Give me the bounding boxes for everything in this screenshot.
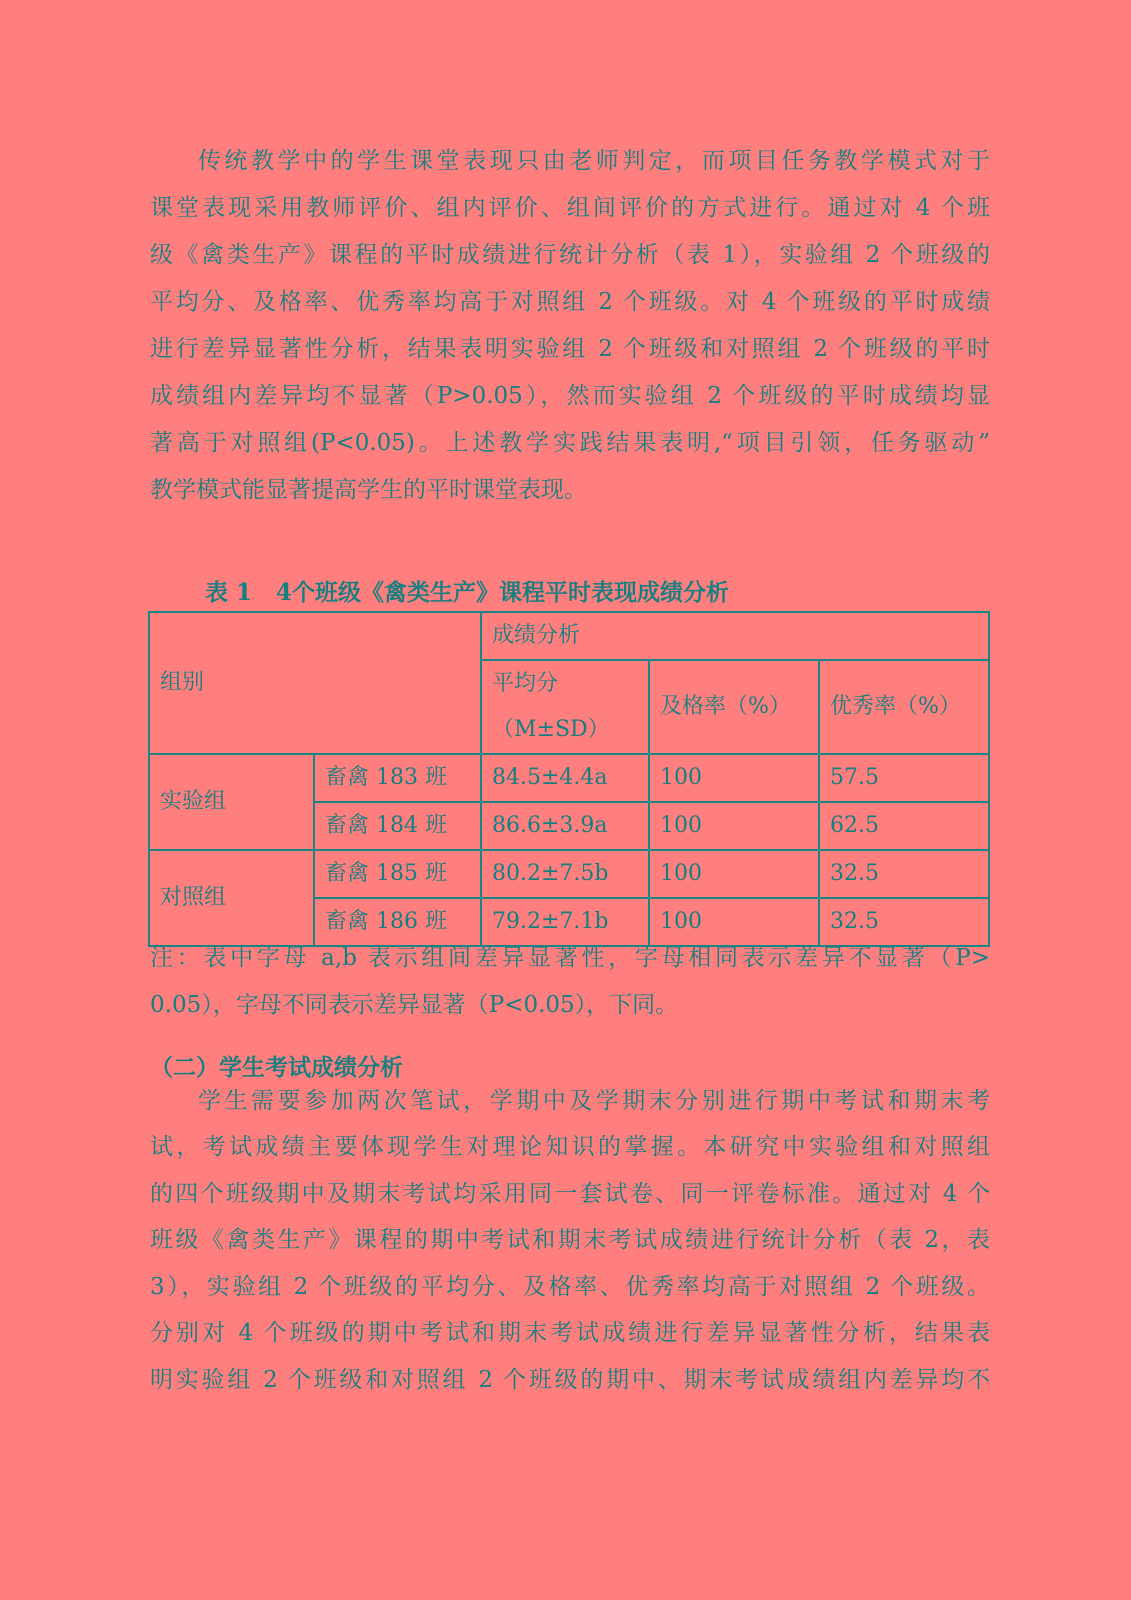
text-line: 试，考试成绩主要体现学生对理论知识的掌握。本研究中实验组和对照组 [150,1134,990,1160]
text-line: 3），实验组 2 个班级的平均分、及格率、优秀率均高于对照组 2 个班级。 [150,1274,990,1300]
score-table [148,611,990,947]
excellent-header: 优秀率（%） [819,660,989,754]
class-cell: 畜禽 186 班 [314,898,481,946]
excellent-cell: 62.5 [819,802,989,850]
text-line: 学生需要参加两次笔试，学期中及学期末分别进行期中考试和期末考 [198,1088,990,1114]
note-line: 0.05），字母不同表示差异显著（P<0.05），下同。 [150,992,679,1018]
class-cell: 畜禽 185 班 [314,850,481,898]
section-heading: （二）学生考试成绩分析 [150,1054,403,1081]
group-header: 组别 [149,612,481,754]
table-row [149,754,989,802]
text-line: 的四个班级期中及期末考试均采用同一套试卷、同一评卷标准。通过对 4 个 [150,1181,990,1207]
text-line: 进行差异显著性分析，结果表明实验组 2 个班级和对照组 2 个班级的平时 [150,336,990,362]
excellent-cell: 32.5 [819,850,989,898]
table-header-row [149,612,989,660]
mean-header: 平均分（M±SD） [481,660,649,754]
pass-header: 及格率（%） [649,660,819,754]
text-line: 成绩组内差异均不显著（P>0.05），然而实验组 2 个班级的平时成绩均显 [150,383,990,409]
text-line: 著高于对照组(P<0.05)。上述教学实践结果表明,“项目引领，任务驱动” [150,430,990,456]
class-cell: 畜禽 183 班 [314,754,481,802]
mean-cell: 80.2±7.5b [481,850,649,898]
mean-cell: 86.6±3.9a [481,802,649,850]
table-row [149,850,989,898]
mean-cell: 79.2±7.1b [481,898,649,946]
score-header: 成绩分析 [481,612,989,660]
note-line: 注：表中字母 a,b 表示组间差异显著性，字母相同表示差异不显著（P> [150,945,990,971]
group-name: 对照组 [149,850,314,946]
group-name: 实验组 [149,754,314,850]
text-line: 教学模式能显著提高学生的平时课堂表现。 [150,477,587,503]
text-line: 明实验组 2 个班级和对照组 2 个班级的期中、期末考试成绩组内差异均不 [150,1367,990,1393]
text-line: 班级《禽类生产》课程的期中考试和期末考试成绩进行统计分析（表 2，表 [150,1227,990,1253]
mean-cell: 84.5±4.4a [481,754,649,802]
text-line: 传统教学中的学生课堂表现只由老师判定，而项目任务教学模式对于 [198,148,990,174]
text-line: 课堂表现采用教师评价、组内评价、组间评价的方式进行。通过对 4 个班 [150,195,990,221]
pass-cell: 100 [649,898,819,946]
pass-cell: 100 [649,850,819,898]
text-line: 平均分、及格率、优秀率均高于对照组 2 个班级。对 4 个班级的平时成绩 [150,289,990,315]
pass-cell: 100 [649,754,819,802]
excellent-cell: 57.5 [819,754,989,802]
text-line: 分别对 4 个班级的期中考试和期末考试成绩进行差异显著性分析，结果表 [150,1320,990,1346]
class-cell: 畜禽 184 班 [314,802,481,850]
table-caption: 表 1 4个班级《禽类生产》课程平时表现成绩分析 [205,579,730,606]
text-line: 级《禽类生产》课程的平时成绩进行统计分析（表 1），实验组 2 个班级的 [150,242,990,268]
excellent-cell: 32.5 [819,898,989,946]
pass-cell: 100 [649,802,819,850]
